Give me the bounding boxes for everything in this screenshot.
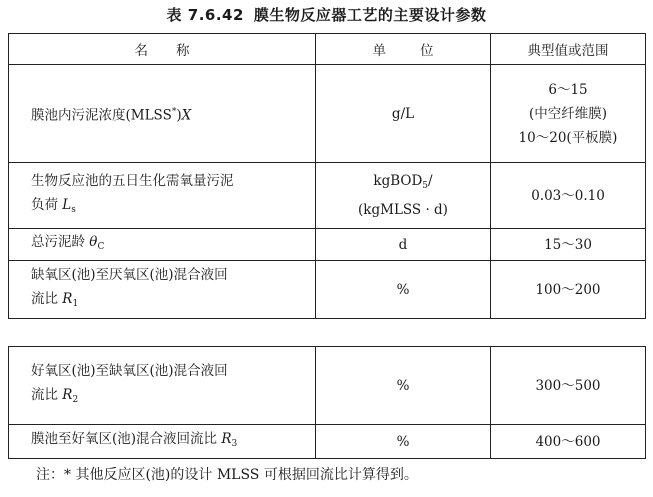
table-row: [9, 261, 646, 319]
row-name: [9, 163, 316, 229]
row-value: 15～30: [491, 229, 646, 261]
row-value-line: (中空纤维膜): [528, 105, 608, 122]
row-symbol: X: [181, 107, 192, 124]
row-value: 0.03～0.10: [491, 163, 646, 229]
row-symbol: R: [221, 431, 232, 447]
table-number: 表 7.6.42: [166, 6, 244, 24]
row-name: [9, 65, 316, 163]
table-row: [9, 163, 646, 229]
row-symbol-sub: C: [97, 242, 105, 252]
table-caption: 膜生物反应器工艺的主要设计参数: [253, 6, 487, 24]
table-row: [9, 65, 646, 163]
row-value-line: 6～15: [548, 81, 588, 98]
row-value: 400～600: [491, 425, 646, 459]
row-name-text: 负荷: [31, 197, 63, 213]
row-value: 300～500: [491, 347, 646, 425]
row-unit: %: [316, 261, 491, 319]
row-value-line: 10～20(平板膜): [518, 129, 618, 146]
header-value: 典型值或范围: [491, 34, 646, 65]
row-name-text: 生物反应池的五日生化需氧量污泥: [31, 173, 234, 189]
row-name: [9, 425, 316, 459]
row-symbol-sub: 3: [231, 439, 238, 449]
unit-text: (kgMLSS · d): [358, 202, 448, 218]
header-name: 名称: [9, 34, 316, 65]
row-name: [9, 347, 316, 425]
row-name-text: ): [176, 107, 182, 124]
row-name: [9, 261, 316, 319]
table-row: [9, 425, 646, 459]
unit-text: kgBOD: [373, 173, 423, 189]
table-title: [0, 4, 653, 25]
row-value: 100～200: [491, 261, 646, 319]
row-name-text: 流比: [31, 291, 63, 307]
row-unit: g/L: [316, 65, 491, 163]
row-name-text: 总污泥龄: [31, 234, 90, 250]
row-symbol: R: [62, 291, 73, 307]
header-unit: 单位: [316, 34, 491, 65]
row-name-text: 缺氧区(池)至厌氧区(池)混合液回: [31, 267, 228, 283]
row-symbol: R: [62, 387, 73, 403]
row-name: [9, 229, 316, 261]
row-name-text: 流比: [31, 387, 63, 403]
table-footnote: 注：* 其他反应区(池)的设计 MLSS 可根据回流比计算得到。: [36, 467, 418, 483]
row-unit: [316, 163, 491, 229]
row-name-text: 膜池至好氧区(池)混合液回流比: [31, 431, 222, 447]
row-symbol-sub: 2: [72, 395, 79, 405]
parameters-table: [8, 33, 646, 319]
parameters-table-continued: [8, 346, 646, 459]
row-unit: %: [316, 347, 491, 425]
unit-sub: 5: [422, 181, 429, 191]
row-unit: d: [316, 229, 491, 261]
row-symbol-sub: 1: [72, 299, 79, 309]
table-row: [9, 229, 646, 261]
row-symbol-sub: s: [71, 205, 76, 215]
row-unit: %: [316, 425, 491, 459]
table-row: [9, 347, 646, 425]
row-symbol: θ: [89, 234, 98, 250]
header-row: [9, 34, 646, 65]
row-name-text: 好氧区(池)至缺氧区(池)混合液回: [31, 363, 228, 379]
unit-text: /: [428, 173, 433, 189]
row-symbol: L: [62, 197, 72, 213]
row-value: [491, 65, 646, 163]
footnote-mark: *: [171, 106, 177, 117]
row-name-text: 膜池内污泥浓度(MLSS: [31, 107, 172, 124]
